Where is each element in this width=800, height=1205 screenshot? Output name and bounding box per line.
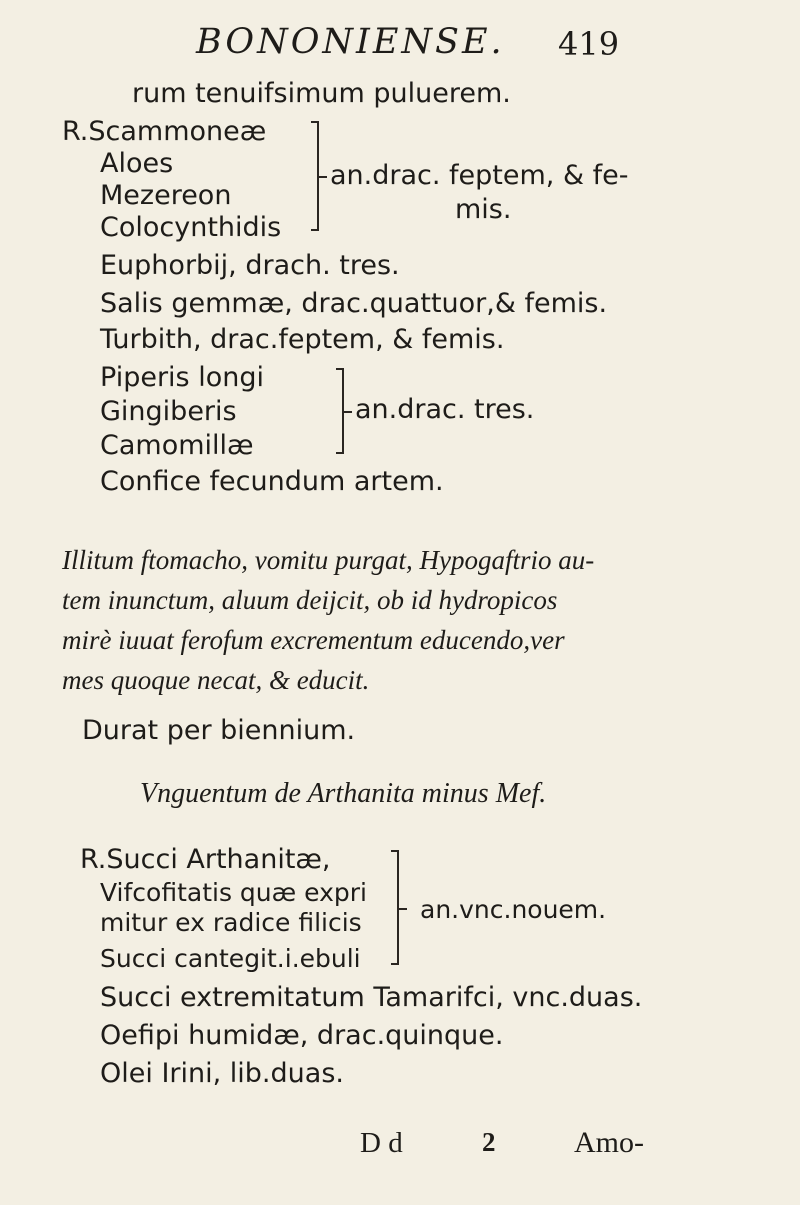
signature-number: 2 [482, 1127, 496, 1157]
ingredient-mezereon: Mezereon [100, 180, 232, 211]
ingredient-turbith: Turbith, drac.feptem, & femis. [100, 324, 505, 355]
paragraph-line-3: mirè iuuat ferofum excrementum educendo,ver [62, 625, 565, 655]
brace-note-2: mis. [455, 194, 512, 225]
brace-note-1: an.drac. feptem, & fe- [330, 160, 629, 191]
ingredient-camomillae: Camomillæ [100, 430, 254, 461]
ingredient-tamarisci: Succi extremitatum Tamarifci, vnc.duas. [100, 982, 643, 1013]
running-head: BONONIENSE. [196, 22, 505, 62]
brace-3 [385, 850, 399, 965]
ingredient-gingiberis: Gingiberis [100, 396, 237, 427]
ingredient-colocynthidis: Colocynthidis [100, 212, 282, 243]
ingredient-piperis: Piperis longi [100, 362, 264, 393]
page-number: 419 [558, 25, 620, 63]
durat-line: Durat per biennium. [82, 715, 356, 746]
ingredient-viscositatis-1: Vifcofitatis quæ expri [100, 878, 367, 907]
ingredient-olei-irini: Olei Irini, lib.duas. [100, 1058, 344, 1089]
recipe-2-title: Vnguentum de Arthanita minus Mef. [140, 778, 547, 809]
ingredient-viscositatis-2: mitur ex radice filicis [100, 908, 362, 937]
brace-1 [305, 121, 319, 231]
brace-note-4: an.vnc.nouem. [420, 895, 607, 924]
ingredient-euphorbij: Euphorbij, drach. tres. [100, 250, 400, 281]
catchword: Amo- [574, 1126, 644, 1159]
signature-mark: D d [360, 1127, 403, 1159]
brace-2 [330, 368, 344, 454]
paragraph-line-1: Illitum ftomacho, vomitu purgat, Hypogaftrio au- [62, 545, 595, 575]
ingredient-salis: Salis gemmæ, drac.quattuor,& femis. [100, 288, 608, 319]
brace-note-3: an.drac. tres. [355, 394, 535, 425]
paragraph-line-4: mes quoque necat, & educit. [62, 665, 370, 695]
recipe-instruction: Confice fecundum artem. [100, 466, 444, 497]
ingredient-scammoneae: R.Scammoneæ [62, 116, 267, 147]
ingredient-aloes: Aloes [100, 148, 174, 179]
ingredient-oesipi: Oefipi humidæ, drac.quinque. [100, 1020, 504, 1051]
recipe-intro: rum tenuifsimum puluerem. [132, 78, 511, 109]
ingredient-succi-cantegit: Succi cantegit.i.ebuli [100, 944, 361, 973]
paragraph-line-2: tem inunctum, aluum deijcit, ob id hydropicos [62, 585, 558, 615]
ingredient-succi-arthanitae: R.Succi Arthanitæ, [80, 844, 331, 875]
